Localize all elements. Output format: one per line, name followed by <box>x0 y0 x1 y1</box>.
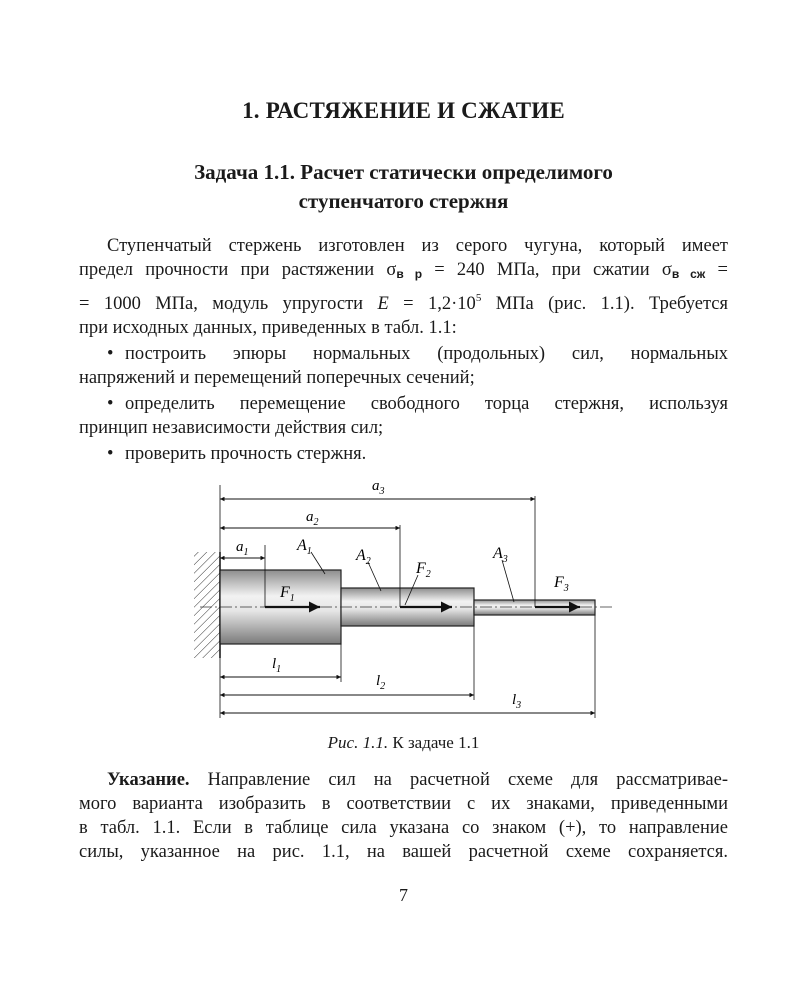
compression-subscript: в сж <box>671 267 706 281</box>
leader-line-a3 <box>502 560 514 602</box>
figure-caption-number: Рис. 1.1. <box>327 733 389 752</box>
intro-line-2-b: = 240 МПа, при сжатии σ <box>422 260 672 280</box>
tension-subscript: в р <box>396 267 423 281</box>
figure-caption-text: К задаче 1.1 <box>388 733 480 752</box>
label-force-1: $F_1$ <box>280 584 295 604</box>
figure-caption <box>0 733 807 753</box>
bullet-3-line-1 <box>79 442 728 466</box>
bullet-list <box>79 342 728 466</box>
task-title <box>0 158 807 216</box>
bullet-2-line-1 <box>79 392 728 416</box>
intro-line-3 <box>79 286 728 316</box>
bullet-3-text: проверить прочность стержня. <box>125 444 367 464</box>
intro-line-2-c: = <box>705 260 728 280</box>
bullet-marker: • <box>107 344 114 364</box>
bullet-2-line-2: принцип независимости действия сил; <box>79 418 384 438</box>
intro-line-1: Ступенчатый стержень изготовлен из серого чугуна, который имеет <box>107 236 728 256</box>
label-area-2: $A_2$ <box>356 547 371 567</box>
note-line-2: мого варианта изобразить в соответствии с их знаками, приведенными <box>79 794 728 814</box>
label-l2: $l_2$ <box>376 673 386 692</box>
intro-paragraph <box>79 234 728 340</box>
label-a3: $a_3$ <box>372 478 385 497</box>
bullet-marker: • <box>107 444 114 464</box>
chapter-title: 1. РАСТЯЖЕНИЕ И СЖАТИЕ <box>242 98 565 123</box>
label-a1: $a_1$ <box>236 539 249 558</box>
label-l3: $l_3$ <box>512 692 522 711</box>
intro-line-2-a: предел прочности при растяжении σ <box>79 260 397 280</box>
modulus-value: = 1,2·10 <box>388 294 476 314</box>
note-line-1-text: Направление сил на расчетной схеме для рассматривае- <box>189 770 728 790</box>
task-title-line-2: ступенчатого стержня <box>298 189 509 213</box>
label-force-2: $F_2$ <box>416 560 431 580</box>
note-line-3: в табл. 1.1. Если в таблице сила указана со знаком (+), то направление <box>79 818 728 838</box>
intro-line-2 <box>79 258 728 286</box>
modulus-symbol: E <box>377 294 389 314</box>
label-a2: $a_2$ <box>306 509 319 528</box>
fixed-support-hatching <box>194 552 220 658</box>
note-line-1 <box>79 768 728 792</box>
intro-line-3-a: = 1000 МПа, модуль упругости <box>79 294 378 314</box>
note-line-4: силы, указанное на рис. 1.1, на вашей расчетной схеме сохраняется. <box>79 842 728 862</box>
bullet-2-text: определить перемещение свободного торца стержня, используя <box>125 394 728 414</box>
bullet-marker: • <box>107 394 114 414</box>
label-force-3: $F_3$ <box>554 574 569 594</box>
task-title-line-1: Задача 1.1. Расчет статически определимого <box>194 160 613 184</box>
intro-line-4: при исходных данных, приведенных в табл. 1.1: <box>79 318 457 338</box>
label-area-1: $A_1$ <box>297 537 312 557</box>
bullet-1-line-2: напряжений и перемещений поперечных сечений; <box>79 368 475 388</box>
note-paragraph <box>79 768 728 864</box>
label-area-3: $A_3$ <box>493 545 508 565</box>
label-l1: $l_1$ <box>272 656 282 675</box>
intro-line-3-b: МПа (рис. 1.1). Требуется <box>481 294 729 314</box>
bullet-1-line-1 <box>79 342 728 366</box>
stepped-rod-figure <box>0 470 807 760</box>
bullet-1-text: построить эпюры нормальных (продольных) сил, нормальных <box>125 344 728 364</box>
page-number: 7 <box>399 885 408 905</box>
note-label: Указание. <box>107 770 190 790</box>
modulus-exponent: 5 <box>475 292 482 304</box>
